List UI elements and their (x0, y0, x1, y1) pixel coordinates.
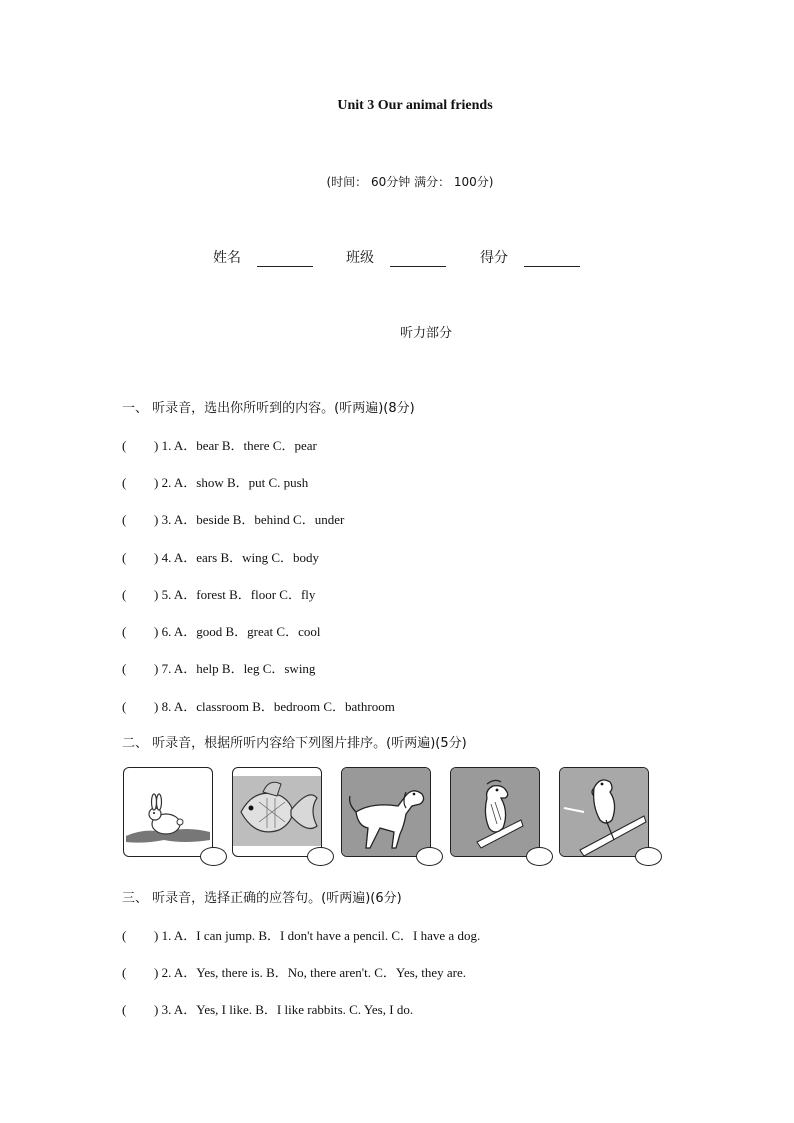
answer-paren[interactable]: ( (122, 661, 127, 676)
answer-paren[interactable]: ( (122, 587, 127, 602)
order-answer-oval[interactable] (307, 847, 334, 866)
s3-question: ( ) 2. A．Yes, there is. B．No, there aren't. C．Yes, they are. (122, 965, 467, 980)
s1-question: ( ) 3. A．beside B．behind C．under (122, 512, 345, 527)
parrot-picture (559, 767, 649, 857)
order-answer-oval[interactable] (526, 847, 553, 866)
rabbit-picture (123, 767, 213, 857)
s1-question: ( ) 1. A．bear B．there C．pear (122, 438, 317, 453)
section2-title: 二、 听录音，根据所听内容给下列图片排序。(听两遍)(5分) (122, 736, 467, 751)
name-label: 姓名 (213, 250, 241, 266)
answer-paren[interactable]: ( (122, 624, 127, 639)
s1-question: ( ) 6. A．good B．great C．cool (122, 624, 321, 639)
class-label: 班级 (346, 250, 374, 266)
score-blank[interactable] (524, 252, 580, 267)
s1-question: ( ) 2. A．show B．put C. push (122, 475, 309, 490)
name-blank[interactable] (257, 252, 313, 267)
score-label: 得分 (480, 250, 508, 266)
dog-picture (341, 767, 431, 857)
goldfish-picture (232, 767, 322, 857)
answer-paren[interactable]: ( (122, 965, 127, 980)
class-blank[interactable] (390, 252, 446, 267)
page-title: Unit 3 Our animal friends (337, 98, 493, 113)
answer-paren[interactable]: ( (122, 928, 127, 943)
listening-part-title: 听力部分 (399, 326, 452, 341)
name-field (213, 247, 313, 267)
s1-question: ( ) 7. A．help B．leg C．swing (122, 661, 316, 676)
s3-question: ( ) 3. A．Yes, I like. B．I like rabbits. C. Yes, I do. (122, 1002, 414, 1017)
s1-question: ( ) 5. A．forest B．floor C．fly (122, 587, 316, 602)
exam-time-info: (时间： 60分钟 满分： 100分) (326, 175, 494, 189)
order-answer-oval[interactable] (200, 847, 227, 866)
picture-row (123, 767, 663, 867)
eagle-picture (450, 767, 540, 857)
class-field (346, 247, 446, 267)
s1-question: ( ) 4. A．ears B．wing C．body (122, 550, 320, 565)
answer-paren[interactable]: ( (122, 438, 127, 453)
section3-title: 三、 听录音，选择正确的应答句。(听两遍)(6分) (122, 891, 402, 906)
order-answer-oval[interactable] (635, 847, 662, 866)
answer-paren[interactable]: ( (122, 512, 127, 527)
s1-question: ( ) 8. A．classroom B．bedroom C．bathroom (122, 699, 395, 714)
section1-title: 一、 听录音，选出你所听到的内容。(听两遍)(8分) (122, 401, 415, 416)
score-field (480, 247, 580, 267)
answer-paren[interactable]: ( (122, 699, 127, 714)
s3-question: ( ) 1. A．I can jump. B．I don't have a pencil. C．I have a dog. (122, 928, 481, 943)
answer-paren[interactable]: ( (122, 550, 127, 565)
answer-paren[interactable]: ( (122, 475, 127, 490)
answer-paren[interactable]: ( (122, 1002, 127, 1017)
order-answer-oval[interactable] (416, 847, 443, 866)
